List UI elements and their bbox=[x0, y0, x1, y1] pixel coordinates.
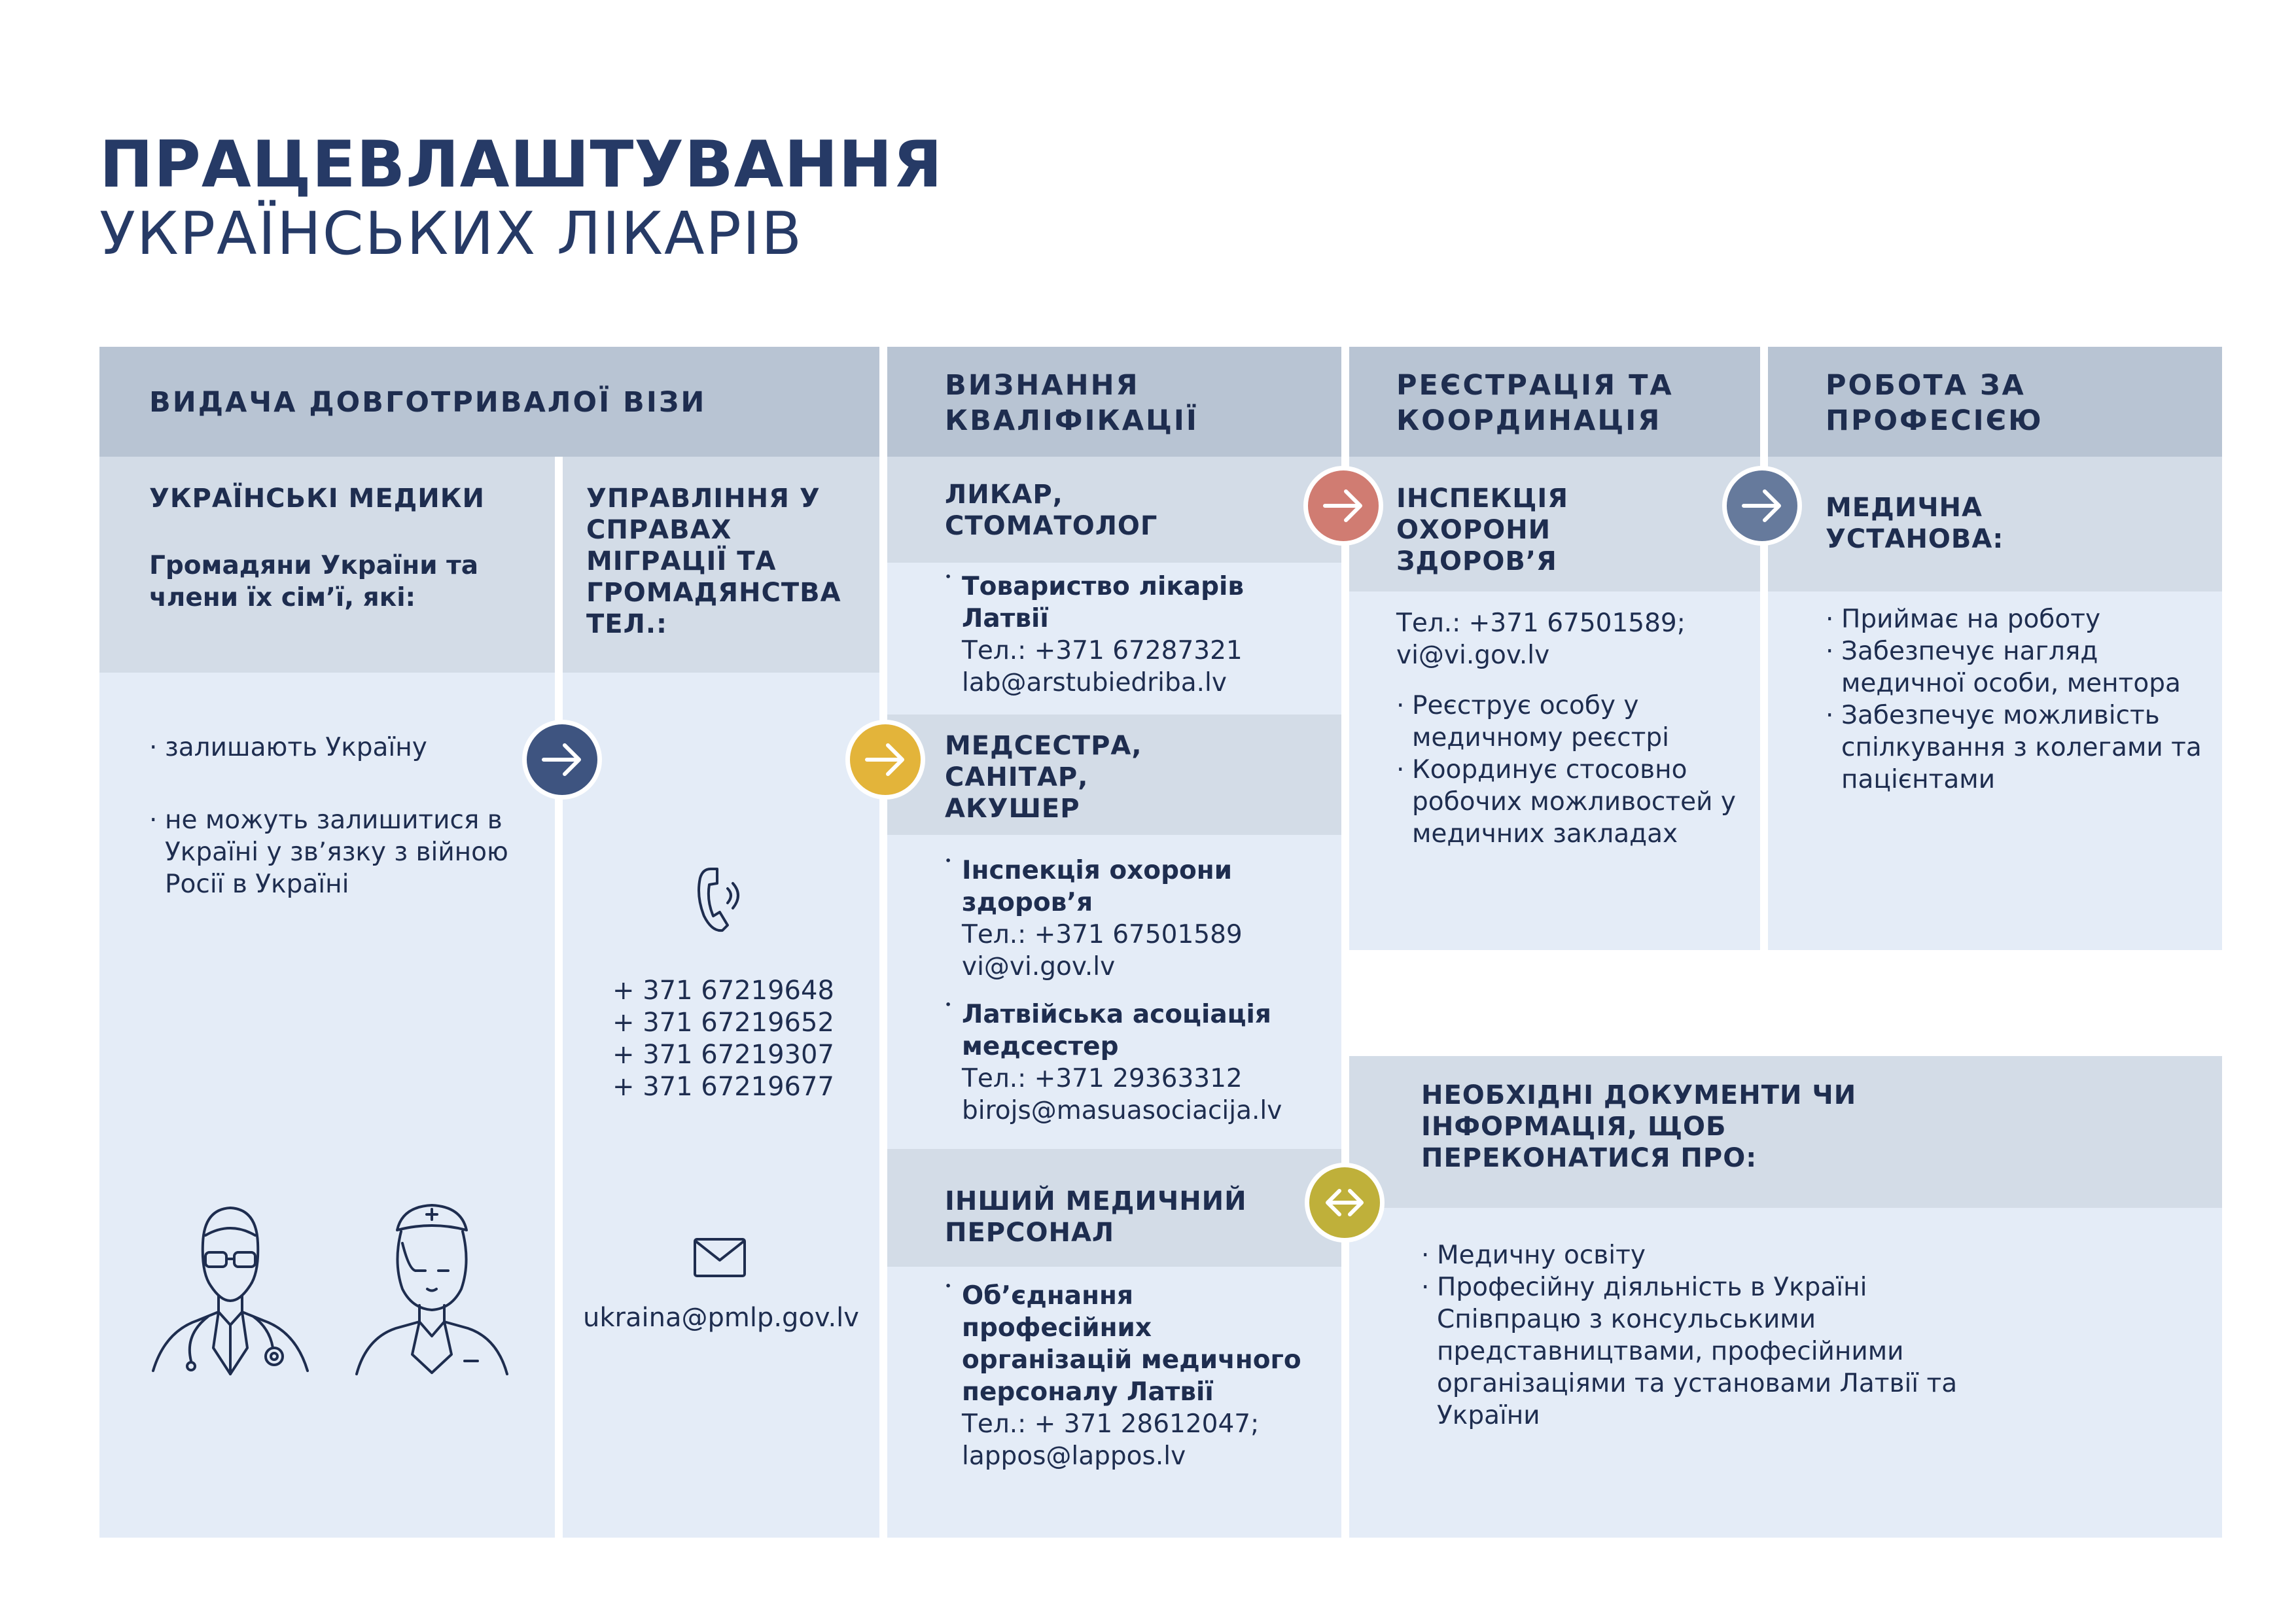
nurse-header: МЕДСЕСТРА, САНІТАР, АКУШЕР bbox=[887, 715, 1341, 835]
list-item: · не можуть залишитися в Україні у зв’язку з війною Росії в Україні bbox=[149, 804, 516, 900]
list-item: · Забезпечує нагляд медичної особи, ментора bbox=[1826, 635, 2205, 699]
inspection-phone[interactable]: Тел.: +371 67501589; bbox=[1396, 609, 1686, 638]
doctor-dentist-header: ЛИКАР, СТОМАТОЛОГ bbox=[887, 457, 1341, 563]
phone-number[interactable]: + 371 67219307 bbox=[612, 1040, 834, 1070]
work-body bbox=[1768, 591, 2222, 950]
medics-header bbox=[99, 457, 555, 673]
org-item: • Латвійська асоціація медсестер Тел.: +371 29363312 birojs@masuasociacija.lv bbox=[945, 998, 1328, 1127]
list-item: · Забезпечує можливість спілкування з колегами та пацієнтами bbox=[1826, 699, 2205, 796]
phone-list bbox=[612, 975, 848, 1103]
inspection-email[interactable]: vi@vi.gov.lv bbox=[1396, 641, 1550, 670]
page-subtitle: УКРАЇНСЬКИХ ЛІКАРІВ bbox=[99, 200, 804, 268]
list-item: · Приймає на роботу bbox=[1826, 603, 2205, 635]
list-item: · Координує стосовно робочих можливостей у медичних закладах bbox=[1396, 754, 1737, 850]
medics-subtitle: Громадяни України та члени їх сім’ї, які: bbox=[149, 551, 479, 612]
other-staff-header: ІНШИЙ МЕДИЧНИЙ ПЕРСОНАЛ bbox=[887, 1149, 1341, 1267]
medics-body bbox=[99, 673, 555, 1538]
email-link[interactable]: ukraina@pmlp.gov.lv bbox=[583, 1303, 859, 1333]
health-inspection-header: ІНСПЕКЦІЯ ОХОРОНИ ЗДОРОВ’Я bbox=[1349, 457, 1760, 591]
registration-header: РЕЄСТРАЦІЯ ТА КООРДИНАЦІЯ bbox=[1349, 347, 1760, 457]
documents-header: НЕОБХІДНІ ДОКУМЕНТИ ЧИ ІНФОРМАЦІЯ, ЩОБ ПЕРЕКОНАТИСЯ ПРО: bbox=[1349, 1056, 2222, 1208]
phone-number[interactable]: + 371 67219677 bbox=[612, 1072, 834, 1102]
list-item: · залишають Україну bbox=[149, 732, 516, 764]
phone-number[interactable]: + 371 67219648 bbox=[612, 976, 834, 1006]
phone-icon bbox=[691, 864, 750, 936]
page-title: ПРАЦЕВЛАШТУВАННЯ bbox=[99, 128, 943, 202]
conditions-list bbox=[149, 732, 516, 900]
medical-institution-header: МЕДИЧНА УСТАНОВА: bbox=[1768, 457, 2222, 591]
mail-icon bbox=[692, 1237, 747, 1279]
arrow-right-icon bbox=[845, 720, 925, 800]
registration-body bbox=[1349, 591, 1760, 950]
nurse-body bbox=[887, 835, 1341, 1149]
arrow-right-icon bbox=[522, 720, 602, 800]
migration-office-title: УПРАВЛІННЯ У СПРАВАХ МІГРАЦІЇ ТА ГРОМАДЯНСТВА ТЕЛ.: bbox=[586, 484, 841, 639]
list-item: · Реєструє особу у медичному реєстрі bbox=[1396, 690, 1737, 754]
medics-title: УКРАЇНСЬКІ МЕДИКИ bbox=[149, 484, 485, 514]
double-arrow-icon bbox=[1305, 1163, 1385, 1243]
arrow-right-icon bbox=[1722, 466, 1802, 546]
work-header: РОБОТА ЗА ПРОФЕСІЄЮ bbox=[1768, 347, 2222, 457]
org-item: • Інспекція охорони здоров’я Тел.: +371 67501589 vi@vi.gov.lv bbox=[945, 855, 1328, 983]
doctor-icon bbox=[145, 1197, 315, 1387]
org-item: • Об’єднання професійних організацій медичного персоналу Латвії Тел.: + 371 28612047; lappos@lappos.lv bbox=[945, 1280, 1328, 1472]
migration-office-header bbox=[563, 457, 879, 673]
list-item: · Професійну діяльність в Україні Співпрацю з консульськими представництвами, професійними організаціями та установами Латвії та України bbox=[1421, 1271, 1958, 1432]
nurse-icon bbox=[350, 1197, 514, 1387]
qualification-header: ВИЗНАННЯ КВАЛІФІКАЦІЇ bbox=[887, 347, 1341, 457]
documents-body bbox=[1349, 1208, 2222, 1538]
visa-header: ВИДАЧА ДОВГОТРИВАЛОЇ ВІЗИ bbox=[99, 347, 879, 457]
doctor-dentist-body bbox=[887, 563, 1341, 715]
arrow-right-icon bbox=[1303, 466, 1383, 546]
org-item: • Товариство лікарів Латвії Тел.: +371 67287321 lab@arstubiedriba.lv bbox=[945, 571, 1328, 699]
phone-number[interactable]: + 371 67219652 bbox=[612, 1008, 834, 1038]
list-item: · Медичну освіту bbox=[1421, 1239, 1958, 1271]
other-staff-body bbox=[887, 1267, 1341, 1538]
migration-office-body bbox=[563, 673, 879, 1538]
